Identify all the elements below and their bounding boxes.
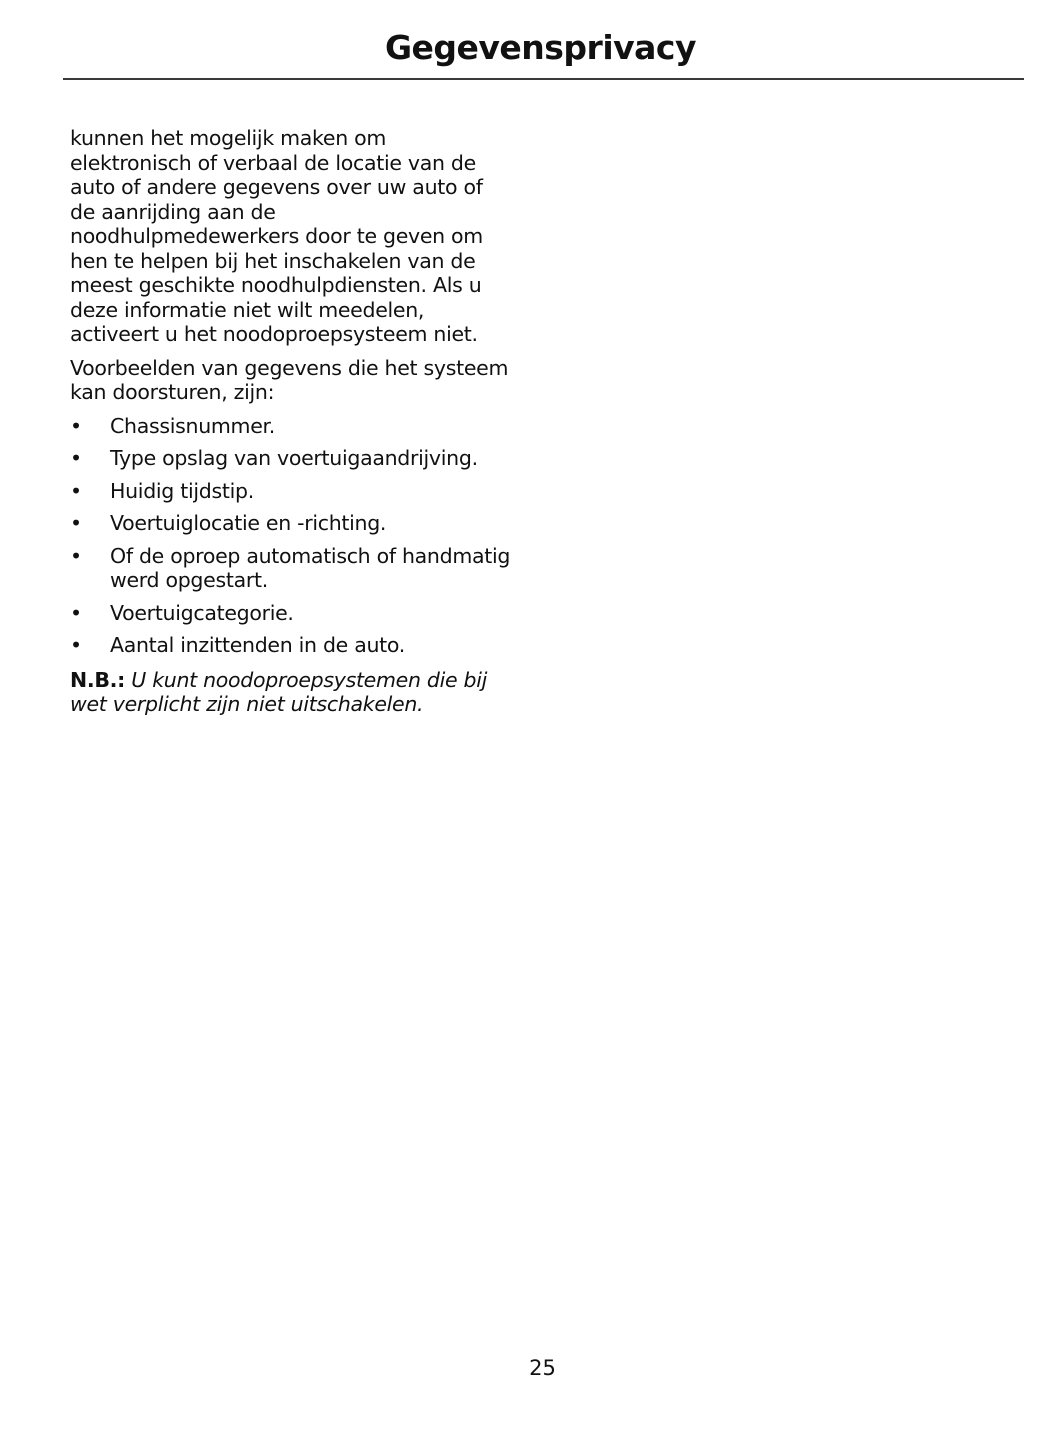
paragraph-line: auto of andere gegevens over uw auto of <box>70 175 483 199</box>
paragraph-data-examples: Voorbeelden van gegevens die het systeem kan doorsturen, zijn: <box>70 355 509 404</box>
data-examples-list <box>70 414 525 658</box>
list-item-text: Of de oproep automatisch of handmatig werd opgestart. <box>110 543 511 592</box>
list-item <box>70 633 525 658</box>
paragraph-line: kunnen het mogelijk maken om <box>70 126 387 150</box>
note-label: N.B.: <box>70 667 126 692</box>
page-title: Gegevensprivacy <box>384 28 696 67</box>
list-item-text: Aantal inzittenden in de auto. <box>110 633 405 657</box>
list-item-text: Voertuigcategorie. <box>110 600 294 625</box>
page-number: 25 <box>529 1356 556 1380</box>
list-item <box>70 601 525 626</box>
list-item <box>70 511 525 536</box>
list-item-text: Huidig tijdstip. <box>110 478 254 503</box>
paragraph-line: noodhulpmedewerkers door te geven om <box>70 224 483 248</box>
list-item <box>70 479 525 504</box>
bullet-icon: • <box>70 446 82 470</box>
page-header <box>63 0 1024 80</box>
paragraph-line: deze informatie niet wilt meedelen, <box>70 297 425 322</box>
list-item <box>70 544 525 593</box>
list-item <box>70 414 525 439</box>
bullet-icon: • <box>70 633 82 657</box>
paragraph-emergency-call <box>70 126 525 347</box>
bullet-icon: • <box>70 413 82 438</box>
paragraph-line: meest geschikte noodhulpdiensten. Als u <box>70 273 482 297</box>
paragraph-line: de aanrijding aan de <box>70 199 276 224</box>
content-column <box>70 126 525 726</box>
note <box>70 668 525 717</box>
bullet-icon: • <box>70 543 82 568</box>
list-item-text: Voertuiglocatie en -richting. <box>110 511 387 535</box>
note-text: U kunt noodoproepsystemen die bij wet verplicht zijn niet uitschakelen. <box>70 667 488 716</box>
paragraph-line: activeert u het noodoproepsysteem niet. <box>70 322 478 346</box>
list-item-text: Chassisnummer. <box>110 413 276 438</box>
paragraph-line: elektronisch of verbaal de locatie van de <box>70 150 476 175</box>
list-item <box>70 446 525 471</box>
paragraph-line: hen te helpen bij het inschakelen van de <box>70 248 476 273</box>
bullet-icon: • <box>70 511 82 535</box>
bullet-icon: • <box>70 478 82 503</box>
bullet-icon: • <box>70 600 82 625</box>
list-item-text: Type opslag van voertuigaandrijving. <box>110 446 478 470</box>
